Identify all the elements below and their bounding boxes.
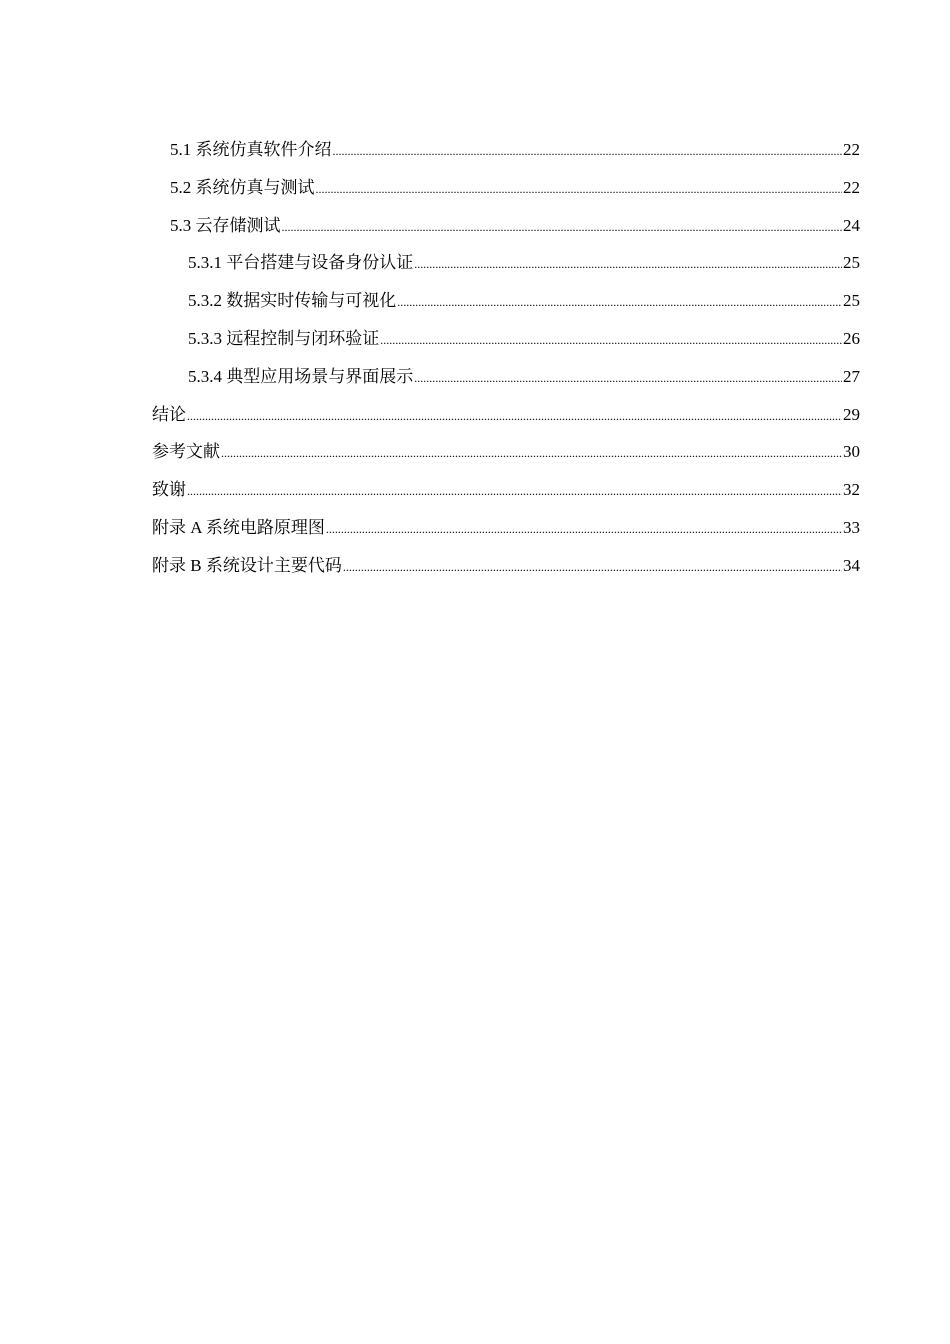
toc-entry-title: 5.3.3 远程控制与闭环验证 (188, 328, 380, 348)
toc-dot-leader (343, 553, 842, 581)
toc-dot-leader (187, 402, 842, 430)
toc-entry-page: 26 (843, 328, 860, 348)
toc-entry-5-3-4[interactable] (152, 363, 860, 401)
toc-entry-5-1[interactable] (152, 136, 860, 174)
toc-dot-leader (414, 250, 842, 278)
toc-entry-references[interactable] (152, 438, 860, 476)
toc-dot-leader (326, 515, 842, 543)
toc-entry-appendix-a[interactable] (152, 514, 860, 552)
toc-entry-page: 25 (843, 291, 860, 311)
toc-entry-title: 附录 B 系统设计主要代码 (152, 555, 342, 575)
toc-entry-title: 5.1 系统仿真软件介绍 (170, 140, 332, 159)
toc-entry-5-2[interactable] (152, 174, 860, 212)
toc-dot-leader (333, 137, 843, 165)
toc-entry-title: 5.3 云存储测试 (170, 215, 281, 235)
toc-dot-leader (414, 364, 842, 392)
toc-entry-title: 结论 (152, 404, 186, 424)
toc-entry-title: 5.2 系统仿真与测试 (170, 177, 315, 197)
toc-entry-title: 5.3.1 平台搭建与设备身份认证 (188, 253, 414, 273)
toc-dot-leader (187, 477, 842, 505)
toc-dot-leader (316, 175, 843, 203)
table-of-contents (152, 136, 860, 590)
toc-entry-5-3-3[interactable] (152, 325, 860, 363)
toc-dot-leader (221, 439, 842, 467)
toc-entry-title: 致谢 (152, 480, 186, 500)
toc-entry-conclusion[interactable] (152, 401, 860, 439)
toc-entry-page: 24 (843, 215, 860, 235)
toc-entry-page: 30 (843, 442, 860, 462)
toc-dot-leader (397, 288, 842, 316)
toc-entry-5-3[interactable] (152, 212, 860, 250)
toc-entry-page: 27 (843, 366, 860, 386)
toc-entry-title: 5.3.2 数据实时传输与可视化 (188, 291, 397, 311)
toc-entry-5-3-2[interactable] (152, 287, 860, 325)
toc-dot-leader (282, 213, 843, 241)
toc-entry-title: 附录 A 系统电路原理图 (152, 517, 325, 537)
toc-entry-5-3-1[interactable] (152, 249, 860, 287)
toc-entry-page: 33 (843, 517, 860, 537)
toc-entry-acknowledgements[interactable] (152, 476, 860, 514)
toc-entry-page: 34 (843, 555, 860, 575)
toc-dot-leader (380, 326, 842, 354)
toc-entry-title: 参考文献 (152, 442, 220, 462)
toc-entry-title: 5.3.4 典型应用场景与界面展示 (188, 366, 414, 386)
toc-entry-page: 22 (843, 140, 860, 159)
toc-entry-page: 32 (843, 480, 860, 500)
toc-entry-appendix-b[interactable] (152, 552, 860, 590)
toc-entry-page: 22 (843, 177, 860, 197)
toc-entry-page: 25 (843, 253, 860, 273)
toc-entry-page: 29 (843, 404, 860, 424)
